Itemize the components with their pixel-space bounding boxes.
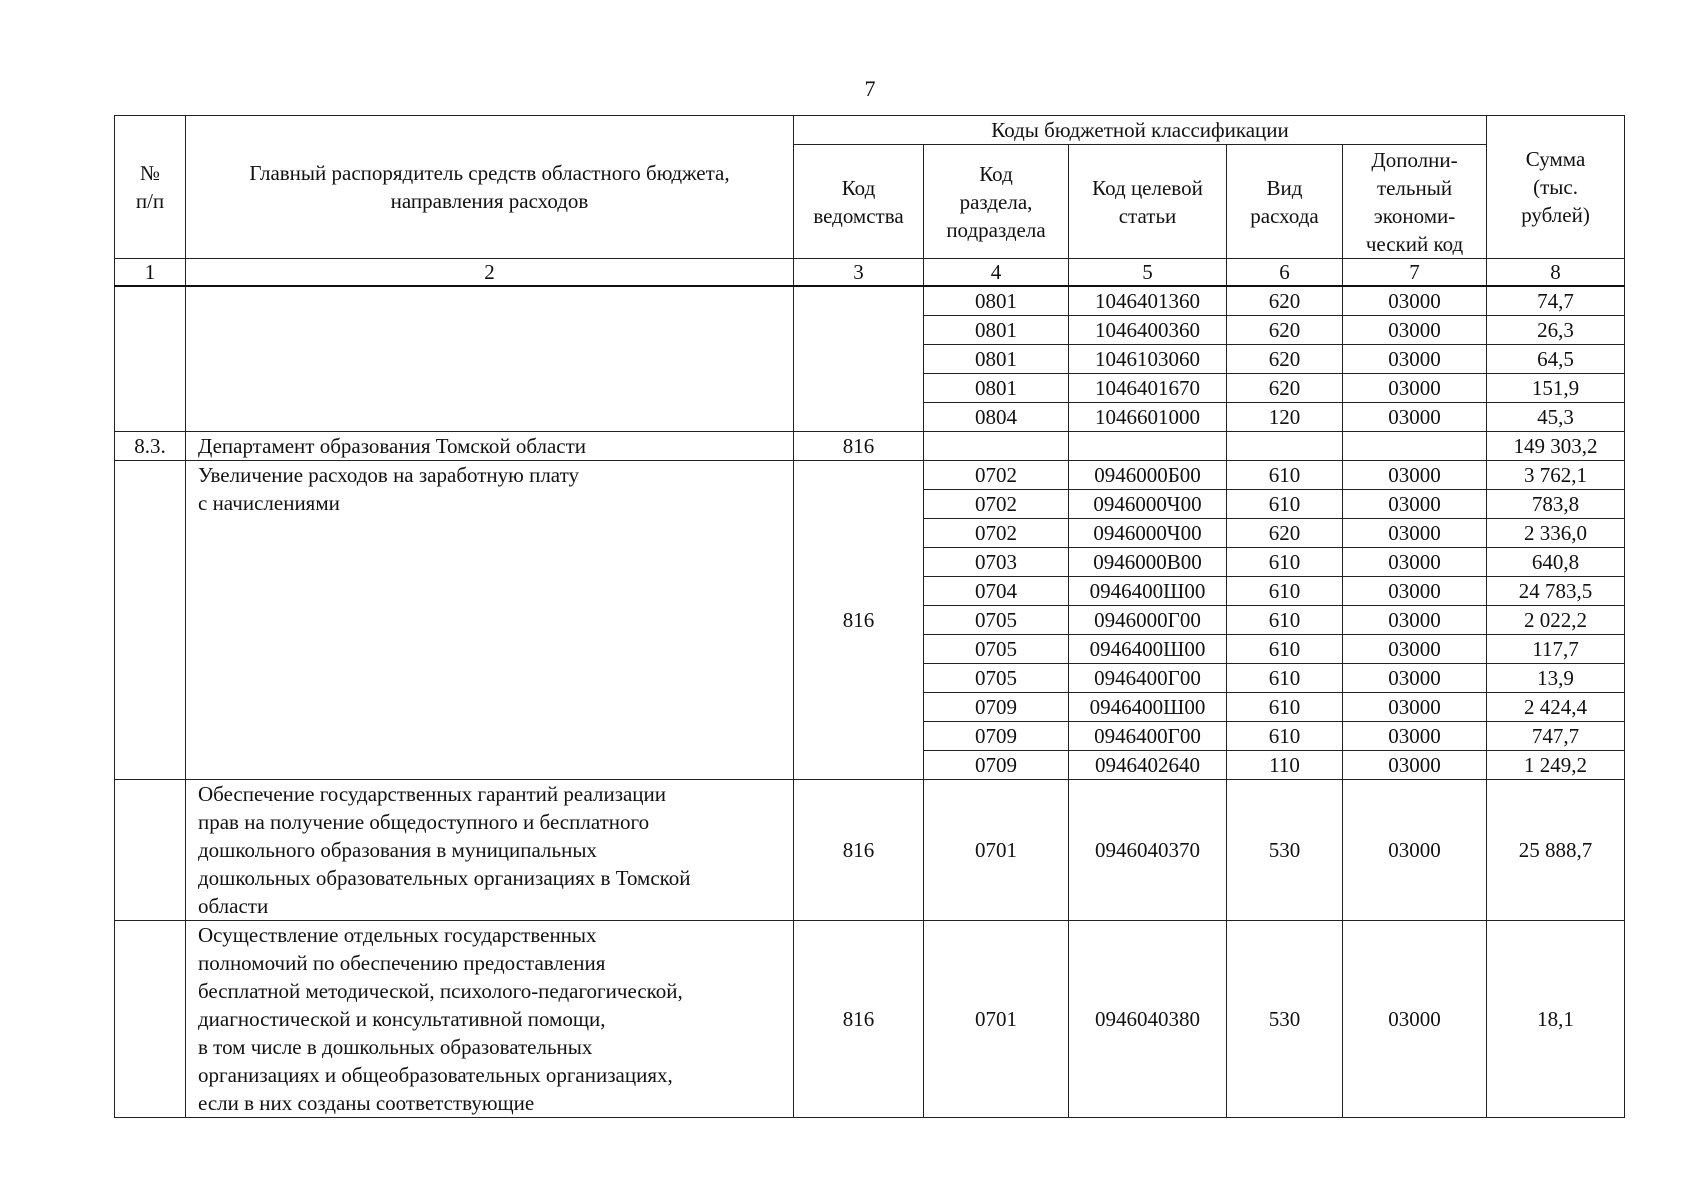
razdel-code: 0702	[924, 461, 1069, 490]
header-target: Код целевой статьи	[1069, 145, 1227, 259]
budget-table	[114, 115, 1625, 1118]
vedomstvo-code: 816	[794, 432, 924, 461]
vedomstvo-empty	[794, 286, 924, 432]
row-number: 8.3.	[115, 432, 186, 461]
sum-value: 18,1	[1487, 921, 1625, 1118]
sum-value: 117,7	[1487, 635, 1625, 664]
target-code: 0946000Ч00	[1069, 490, 1227, 519]
expense-type: 610	[1227, 577, 1343, 606]
expense-type: 610	[1227, 635, 1343, 664]
extra-econ-code: 03000	[1343, 286, 1487, 316]
razdel-code: 0709	[924, 722, 1069, 751]
extra-econ-code: 03000	[1343, 780, 1487, 921]
target-code	[1069, 432, 1227, 461]
extra-econ-code: 03000	[1343, 577, 1487, 606]
extra-econ-code: 03000	[1343, 461, 1487, 490]
vedomstvo-code: 816	[794, 780, 924, 921]
sum-value: 151,9	[1487, 374, 1625, 403]
extra-econ-code: 03000	[1343, 693, 1487, 722]
extra-econ-code: 03000	[1343, 722, 1487, 751]
razdel-code: 0705	[924, 664, 1069, 693]
target-code: 0946402640	[1069, 751, 1227, 780]
expense-type: 620	[1227, 519, 1343, 548]
col-number: 3	[794, 259, 924, 287]
expense-type: 610	[1227, 664, 1343, 693]
expense-type: 620	[1227, 316, 1343, 345]
razdel-code: 0702	[924, 519, 1069, 548]
expense-type: 610	[1227, 606, 1343, 635]
target-code: 0946400Ш00	[1069, 693, 1227, 722]
row-no-empty	[115, 780, 186, 921]
extra-econ-code: 03000	[1343, 635, 1487, 664]
col-number: 2	[186, 259, 794, 287]
sum-value: 3 762,1	[1487, 461, 1625, 490]
expense-type: 610	[1227, 722, 1343, 751]
razdel-code: 0709	[924, 693, 1069, 722]
razdel-code: 0702	[924, 490, 1069, 519]
extra-econ-code: 03000	[1343, 316, 1487, 345]
col-number: 4	[924, 259, 1069, 287]
col-number: 6	[1227, 259, 1343, 287]
column-number-row	[115, 259, 1625, 287]
target-code: 1046601000	[1069, 403, 1227, 432]
row-name-empty	[186, 286, 794, 432]
sum-value: 2 022,2	[1487, 606, 1625, 635]
expense-type: 530	[1227, 780, 1343, 921]
razdel-code: 0801	[924, 374, 1069, 403]
razdel-code: 0804	[924, 403, 1069, 432]
header-dop: Дополни- тельный экономи- ческий код	[1343, 145, 1487, 259]
table-row	[115, 921, 1625, 1118]
target-code: 1046401360	[1069, 286, 1227, 316]
sum-value: 640,8	[1487, 548, 1625, 577]
extra-econ-code: 03000	[1343, 606, 1487, 635]
sum-value: 74,7	[1487, 286, 1625, 316]
expense-type	[1227, 432, 1343, 461]
header-vedomstvo: Код ведомства	[794, 145, 924, 259]
vedomstvo-code: 816	[794, 921, 924, 1118]
expense-type: 610	[1227, 461, 1343, 490]
expense-type: 620	[1227, 374, 1343, 403]
header-name: Главный распорядитель средств областного бюджета, направления расходов	[186, 116, 794, 259]
expense-direction: Увеличение расходов на заработную плату с начислениями	[186, 461, 794, 780]
col-number: 7	[1343, 259, 1487, 287]
extra-econ-code: 03000	[1343, 664, 1487, 693]
extra-econ-code: 03000	[1343, 921, 1487, 1118]
header-vid: Вид расхода	[1227, 145, 1343, 259]
sum-value: 13,9	[1487, 664, 1625, 693]
sum-value: 64,5	[1487, 345, 1625, 374]
extra-econ-code: 03000	[1343, 519, 1487, 548]
col-number: 5	[1069, 259, 1227, 287]
target-code: 0946040370	[1069, 780, 1227, 921]
expense-type: 610	[1227, 490, 1343, 519]
row-no-empty	[115, 286, 186, 432]
header-row-1	[115, 116, 1625, 145]
razdel-code: 0701	[924, 780, 1069, 921]
expense-type: 610	[1227, 693, 1343, 722]
header-no: № п/п	[115, 116, 186, 259]
header-razdel: Код раздела, подраздела	[924, 145, 1069, 259]
target-code: 0946000В00	[1069, 548, 1227, 577]
extra-econ-code: 03000	[1343, 403, 1487, 432]
razdel-code: 0703	[924, 548, 1069, 577]
row-no-empty	[115, 921, 186, 1118]
extra-econ-code: 03000	[1343, 548, 1487, 577]
department-name: Департамент образования Томской области	[186, 432, 794, 461]
razdel-code: 0701	[924, 921, 1069, 1118]
expense-type: 120	[1227, 403, 1343, 432]
sum-value: 2 336,0	[1487, 519, 1625, 548]
target-code: 0946400Г00	[1069, 664, 1227, 693]
extra-econ-code: 03000	[1343, 751, 1487, 780]
target-code: 1046400360	[1069, 316, 1227, 345]
expense-type: 620	[1227, 345, 1343, 374]
target-code: 0946040380	[1069, 921, 1227, 1118]
target-code: 0946000Г00	[1069, 606, 1227, 635]
table-row	[115, 780, 1625, 921]
extra-econ-code: 03000	[1343, 374, 1487, 403]
header-codes-group: Коды бюджетной классификации	[794, 116, 1487, 145]
expense-type: 620	[1227, 286, 1343, 316]
sum-value: 26,3	[1487, 316, 1625, 345]
col-number: 1	[115, 259, 186, 287]
expense-direction: Осуществление отдельных государственных полномочий по обеспечению предоставления бесплатной методической, психолого-педагогической, диагностической и консультативной помощи, в том числе в дошкольных образовательных организациях и общеобразовательных организациях, если в них созданы соответствующие	[186, 921, 794, 1118]
target-code: 1046103060	[1069, 345, 1227, 374]
table-row	[115, 286, 1625, 316]
razdel-code: 0709	[924, 751, 1069, 780]
expense-type: 530	[1227, 921, 1343, 1118]
extra-econ-code: 03000	[1343, 490, 1487, 519]
col-number: 8	[1487, 259, 1625, 287]
sum-value: 1 249,2	[1487, 751, 1625, 780]
page-number: 7	[864, 76, 876, 101]
razdel-code: 0705	[924, 635, 1069, 664]
department-row	[115, 432, 1625, 461]
vedomstvo-code: 816	[794, 461, 924, 780]
sum-value: 24 783,5	[1487, 577, 1625, 606]
sum-value: 783,8	[1487, 490, 1625, 519]
extra-econ-code: 03000	[1343, 345, 1487, 374]
header-sum: Сумма (тыс. рублей)	[1487, 116, 1625, 259]
sum-value: 2 424,4	[1487, 693, 1625, 722]
expense-type: 110	[1227, 751, 1343, 780]
razdel-code: 0801	[924, 286, 1069, 316]
target-code: 0946000Б00	[1069, 461, 1227, 490]
razdel-code	[924, 432, 1069, 461]
expense-type: 610	[1227, 548, 1343, 577]
extra-econ-code	[1343, 432, 1487, 461]
table-row	[115, 461, 1625, 490]
target-code: 1046401670	[1069, 374, 1227, 403]
razdel-code: 0704	[924, 577, 1069, 606]
sum-value: 25 888,7	[1487, 780, 1625, 921]
sum-value: 747,7	[1487, 722, 1625, 751]
expense-direction: Обеспечение государственных гарантий реализации прав на получение общедоступного и бесплатного дошкольного образования в муниципальных дошкольных образовательных организациях в Томской области	[186, 780, 794, 921]
sum-value: 149 303,2	[1487, 432, 1625, 461]
razdel-code: 0705	[924, 606, 1069, 635]
row-no-empty	[115, 461, 186, 780]
razdel-code: 0801	[924, 345, 1069, 374]
sum-value: 45,3	[1487, 403, 1625, 432]
target-code: 0946400Ш00	[1069, 577, 1227, 606]
target-code: 0946400Г00	[1069, 722, 1227, 751]
target-code: 0946000Ч00	[1069, 519, 1227, 548]
razdel-code: 0801	[924, 316, 1069, 345]
target-code: 0946400Ш00	[1069, 635, 1227, 664]
